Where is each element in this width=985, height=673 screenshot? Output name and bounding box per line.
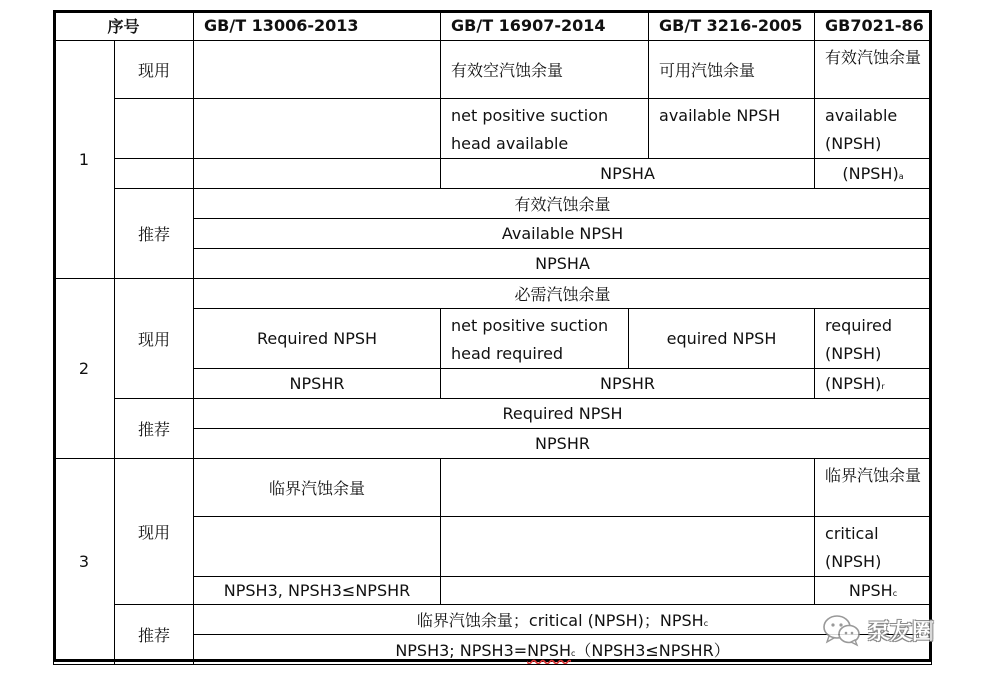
s1-r2-label: [115, 99, 194, 159]
section-2-current-label: 现用: [115, 279, 194, 399]
s1-r3-std4: (NPSH)a: [815, 159, 932, 189]
s3-r1-std4: 临界汽蚀余量: [815, 459, 932, 517]
s1-rec-3: NPSHA: [194, 249, 932, 279]
s1-rec-2: Available NPSH: [194, 219, 932, 249]
s2-r3-std4: (NPSH)r: [815, 369, 932, 399]
header-std1: GB/T 13006-2013: [194, 11, 441, 41]
section-2-number: 2: [54, 279, 115, 459]
watermark-text: 泵友圈: [868, 619, 935, 645]
s1-r1-std1: [194, 41, 441, 99]
s2-r2-std2: net positive suction head required: [441, 309, 629, 369]
s1-r3-label: [115, 159, 194, 189]
s3-rec-2: NPSH3; NPSH3=NPSHc（NPSH3≤NPSHR）: [194, 635, 932, 665]
s1-r3-std1: [194, 159, 441, 189]
s3-r3-std23: [441, 577, 815, 605]
s1-r1-std3: 可用汽蚀余量: [649, 41, 815, 99]
s2-rec-2: NPSHR: [194, 429, 932, 459]
s3-r2-std4: critical (NPSH): [815, 517, 932, 577]
wechat-icon: [822, 613, 862, 647]
s3-r1-std1: 临界汽蚀余量: [194, 459, 441, 517]
s1-r1-std4: 有效汽蚀余量: [815, 41, 932, 99]
s1-r3-std23: NPSHA: [441, 159, 815, 189]
s3-rec-1: 临界汽蚀余量；critical (NPSH)；NPSHc: [194, 605, 932, 635]
s3-r2-std1: [194, 517, 441, 577]
s2-rec-1: Required NPSH: [194, 399, 932, 429]
s1-r2-std4: available (NPSH): [815, 99, 932, 159]
section-2-recommended-label: 推荐: [115, 399, 194, 459]
s3-r2-std23: [441, 517, 815, 577]
s3-r3-std4: NPSHc: [815, 577, 932, 605]
s1-rec-1: 有效汽蚀余量: [194, 189, 932, 219]
section-3-current-label: 现用: [115, 459, 194, 605]
s2-r2-std4: required (NPSH): [815, 309, 932, 369]
s1-r2-std2: net positive suction head available: [441, 99, 649, 159]
s2-r2-std1: Required NPSH: [194, 309, 441, 369]
watermark: [822, 610, 952, 650]
s3-r3-std1: NPSH3, NPSH3≤NPSHR: [194, 577, 441, 605]
section-1-recommended-label: 推荐: [115, 189, 194, 279]
header-seq: 序号: [54, 11, 194, 41]
header-std2: GB/T 16907-2014: [441, 11, 649, 41]
section-3-recommended-label: 推荐: [115, 605, 194, 665]
section-3-number: 3: [54, 459, 115, 665]
section-1-number: 1: [54, 41, 115, 279]
s1-r1-std2: 有效空汽蚀余量: [441, 41, 649, 99]
npsh-terminology-table: [53, 10, 935, 665]
header-std4: GB7021-86: [815, 11, 932, 41]
s2-r3-std23: NPSHR: [441, 369, 815, 399]
s1-r2-std3: available NPSH: [649, 99, 815, 159]
header-std3: GB/T 3216-2005: [649, 11, 815, 41]
s1-r2-std1: [194, 99, 441, 159]
section-1-current-label: 现用: [115, 41, 194, 99]
s2-r3-std1: NPSHR: [194, 369, 441, 399]
header-row: [54, 11, 932, 41]
s3-r1-std23: [441, 459, 815, 517]
s2-r2-std3: equired NPSH: [629, 309, 815, 369]
s2-r1-all: 必需汽蚀余量: [194, 279, 932, 309]
